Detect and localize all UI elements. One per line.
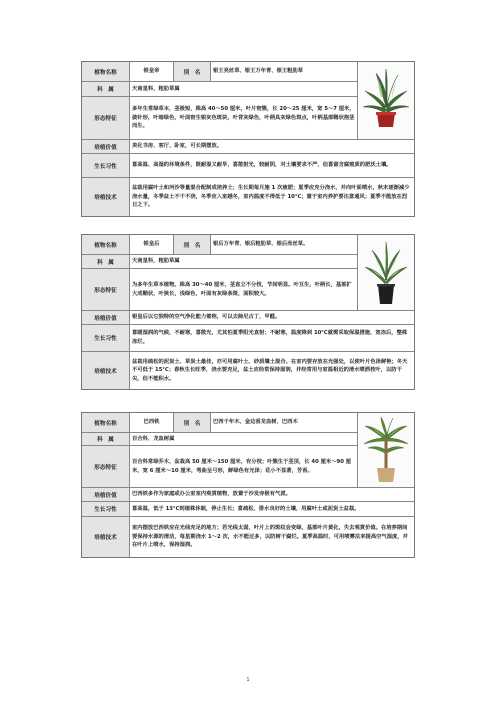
plant-photo-icon bbox=[364, 238, 408, 308]
plant-alias: 银王亮丝草、银王万年青、银王粗肋草 bbox=[213, 68, 304, 75]
form-label: 形态特征 bbox=[82, 97, 130, 139]
plant-card-1 bbox=[81, 61, 415, 217]
plant-family: 天南星科，粗肋草属 bbox=[132, 258, 180, 265]
family-label: 科 属 bbox=[82, 433, 130, 445]
plant-family: 天南星科，粗肋草属 bbox=[132, 85, 180, 92]
name-label: 植物名称 bbox=[82, 235, 130, 254]
form-label: 形态特征 bbox=[82, 446, 130, 487]
alias-label: 别 名 bbox=[174, 413, 211, 432]
habit-label: 生长习性 bbox=[82, 325, 130, 351]
plant-name: 银皇帝 bbox=[130, 62, 174, 81]
plant-form: 为多年生草本植物。株高 30～40 厘米，茎直立不分枝，节间明显。叶互生，叶柄长，基部扩大成鞘状，叶狭长，浅绿色，叶面有灰绿条斑，面积较大。 bbox=[132, 281, 352, 297]
alias-label: 别 名 bbox=[174, 62, 211, 81]
plant-value: 巴西铁多作为家庭或办公室室内观赏植物，放置于沙发旁极有气派。 bbox=[132, 491, 291, 498]
plant-photo bbox=[357, 235, 414, 310]
plant-name: 银皇后 bbox=[130, 235, 174, 254]
plant-value: 美化书房、客厅、卧室，可长期摆放。 bbox=[132, 143, 223, 150]
plant-habit: 喜高温，低于 13℃则植株休眠，停止生长；喜疏松、排水良好的土壤，用腐叶土或泥炭土盆栽。 bbox=[132, 505, 360, 512]
plant-tech: 室内摆放巴西铁应在光线充足的地方；若光线太弱，叶片上的斑纹会变绿，基部叶片黄化，失去观赏价值。在培养期间要保持水源的清洁，每星期浇水 1～2 次，水不能过多，以防树干腐烂。夏季高温时，可用喷雾法来提高空气湿度，并在叶片上喷水，保持湿润。 bbox=[132, 525, 408, 549]
family-label: 科 属 bbox=[82, 82, 130, 96]
plant-card-2 bbox=[81, 234, 415, 390]
name-label: 植物名称 bbox=[82, 62, 130, 81]
plant-photo-icon bbox=[363, 416, 409, 484]
value-label: 培植价值 bbox=[82, 488, 130, 501]
plant-family: 百合科、龙血树属 bbox=[132, 435, 175, 442]
value-label: 培植价值 bbox=[82, 140, 130, 153]
form-label: 形态特征 bbox=[82, 269, 130, 310]
plant-alias: 巴西千年木、金边香龙血树、巴西木 bbox=[213, 419, 298, 426]
plant-form: 多年生常绿草本，茎极短，株高 40～50 厘米，叶片密簇，长 20～25 厘米，宽 5～7 厘米，披针形，叶暗绿色，叶面密生银灰色斑块，叶背灰绿色，叶柄具灰绿色斑点，叶柄基部鞘状抱茎而生。 bbox=[132, 106, 355, 130]
tech-label: 培植技术 bbox=[82, 517, 130, 557]
tech-label: 培植技术 bbox=[82, 352, 130, 389]
plant-habit: 喜暖湿润的气候，不耐寒，喜散光，尤其怕夏季阳光直射；不耐寒，温度降到 10℃就需采取保温措施，宽冻后，整株冻烂。 bbox=[132, 330, 408, 345]
tech-label: 培植技术 bbox=[82, 178, 130, 216]
plant-photo bbox=[357, 413, 414, 487]
alias-label: 别 名 bbox=[174, 235, 211, 254]
name-label: 植物名称 bbox=[82, 413, 130, 432]
plant-tech: 盆栽用腐叶土和河沙等量混合配制成培养土；生长期每月施 1 次液肥；夏季应充分浇水，并向叶面喷水，秋末逐渐减少浇水量，冬季盆土不干不浇，冬季应入室越冬，室内温度不得低于 10℃；置于室内养护要注意通风；夏季不能放在烈日之下。 bbox=[132, 185, 410, 209]
habit-label: 生长习性 bbox=[82, 502, 130, 516]
page-number: 1 bbox=[246, 677, 250, 683]
plant-form: 百合科常绿乔木，盆栽高 50 厘米～150 厘米，有分枝；叶簇生于茎顶，长 40 厘米～90 厘米，宽 6 厘米～10 厘米，弯曲呈弓形，鲜绿色有光泽；花小不显著，芳香。 bbox=[132, 458, 352, 474]
plant-photo-icon bbox=[362, 67, 410, 135]
plant-photo bbox=[357, 62, 414, 139]
plant-value: 银皇后以它独特的空气净化能力着称，可以去除尼古丁，甲醛。 bbox=[132, 314, 281, 321]
habit-label: 生长习性 bbox=[82, 154, 130, 177]
plant-habit: 喜高温、高湿的环境条件，既耐湿又耐旱，喜散射光，较耐阴，对土壤要求不严，但喜富含腐殖质的肥沃土壤。 bbox=[132, 162, 392, 169]
plant-card-3 bbox=[81, 412, 415, 558]
family-label: 科 属 bbox=[82, 255, 130, 268]
plant-tech: 盆栽用疏松的泥炭土、草炭土最佳，亦可用腐叶土、砂质壤土混合。在室内要存放在光强处，以使叶片色泽鲜艳；冬天不可低于 15℃；春秋生长旺季，浇水要充足，盆土应经常保持湿润，并经常用与室温相近的清水喷洒枝叶，以防干尖，但不能积水。 bbox=[132, 358, 408, 382]
plant-alias: 银后万年青、银后粗肋草、银后亮丝草。 bbox=[213, 241, 309, 248]
value-label: 培植价值 bbox=[82, 311, 130, 324]
plant-name: 巴西铁 bbox=[130, 413, 174, 432]
